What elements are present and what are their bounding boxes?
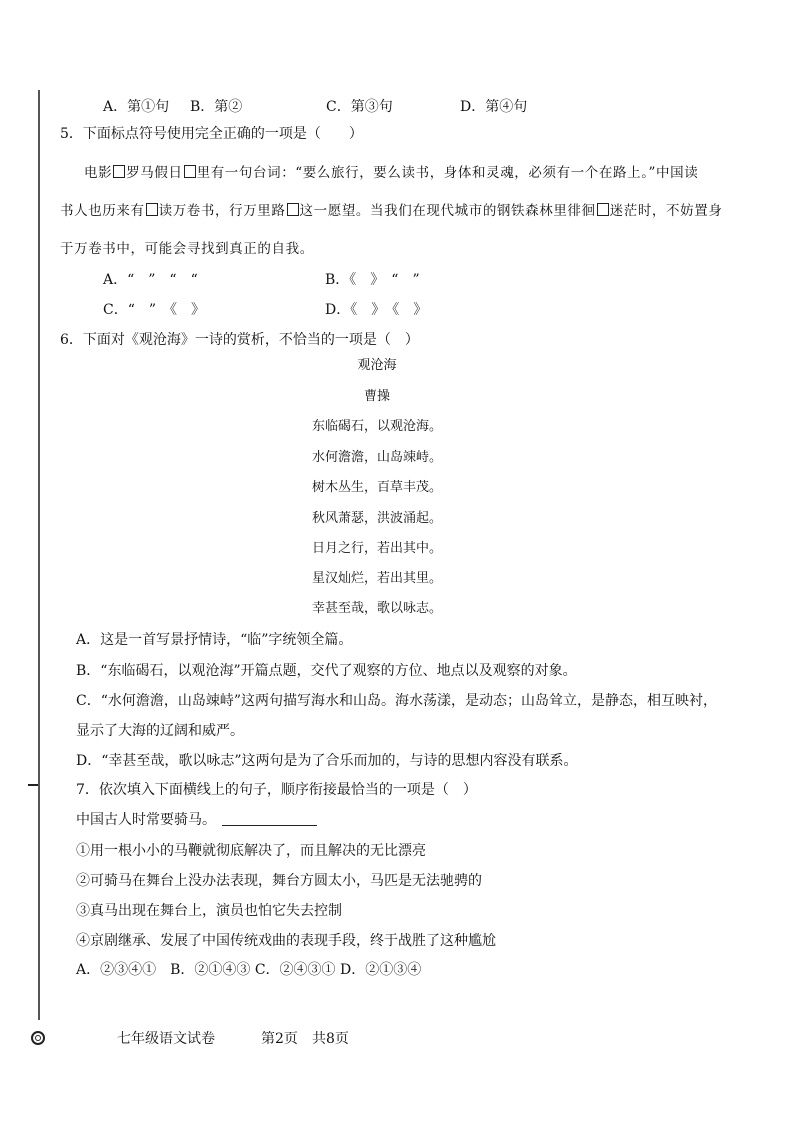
binding-hole-icon [31, 1031, 45, 1045]
q7-item-2: ②可骑马在舞台上没办法表现，舞台方圆太小，马匹是无法驰骋的 [76, 873, 482, 889]
q7-answer-options: A．②③④① B．②①④③ C．②④③① D．②①③④ [76, 962, 422, 978]
q5-passage-line-2: 书人也历来有 读万卷书，行万里路 这一愿望。当我们在现代城市的钢铁森林里徘徊 迷茫时，不妨置身 [60, 203, 723, 219]
q4-option-b: B．第② [190, 99, 243, 115]
q4-option-c: C．第③句 [326, 99, 393, 115]
poem-line-5: 日月之行，若出其中。 [311, 541, 442, 556]
q6-stem: 6．下面对《观沧海》一诗的赏析，不恰当的一项是（ ） [60, 332, 419, 348]
q4-option-d: D．第④句 [460, 99, 528, 115]
q5-option-a: A．“ ” “ “ [103, 272, 198, 288]
punct-box [113, 165, 125, 178]
punct-box [287, 203, 299, 216]
footer-exam-name: 七年级语文试卷 [117, 1031, 215, 1047]
q7-item-1: ①用一根小小的马鞭就彻底解决了，而且解决的无比漂亮 [76, 843, 426, 859]
q7-lead: 中国古人时常要骑马。 [76, 810, 317, 830]
poem-line-1: 东临碣石，以观沧海。 [311, 419, 442, 434]
poem-author: 曹操 [363, 389, 390, 404]
q6-option-c: C．“水何澹澹，山岛竦峙”这两句描写海水和山岛。海水荡漾，是动态；山岛耸立，是静态，相互映衬， [76, 693, 718, 709]
q6-option-c-continued: 显示了大海的辽阔和威严。 [76, 723, 244, 739]
footer-page-number: 第2页 [261, 1031, 298, 1047]
margin-dash-mark [28, 784, 38, 786]
q5-passage-line-1: 电影 罗马假日 里有一句台词：“要么旅行，要么读书，身体和灵魂，必须有一个在路上。”中国读 [84, 165, 699, 181]
answer-blank [222, 811, 317, 826]
q5-passage-line-3: 于万卷书中，可能会寻找到真正的自我。 [60, 241, 314, 257]
poem-title: 观沧海 [357, 358, 397, 373]
poem-line-2: 水何澹澹，山岛竦峙。 [311, 450, 442, 465]
q4-option-a: A．第①句 [103, 99, 170, 115]
punct-box [597, 203, 609, 216]
q6-option-a: A．这是一首写景抒情诗，“临”字统领全篇。 [76, 632, 353, 648]
q7-stem: 7．依次填入下面横线上的句子，顺序衔接最恰当的一项是（ ） [76, 782, 477, 798]
q7-item-3: ③真马出现在舞台上，演员也怕它失去控制 [76, 903, 342, 919]
q5-option-b: B．《 》 “ ” [325, 272, 420, 288]
punct-box [184, 165, 196, 178]
q5-option-d: D．《 》 《 》 [325, 302, 428, 318]
poem-line-6: 星汉灿烂，若出其里。 [311, 571, 442, 586]
punct-box [146, 203, 158, 216]
q6-option-d: D．“幸甚至哉，歌以咏志”这两句是为了合乐而加的，与诗的思想内容没有联系。 [76, 753, 578, 769]
q7-item-4: ④京剧继承、发展了中国传统戏曲的表现手段，终于战胜了这种尴尬 [76, 933, 496, 949]
poem-line-4: 秋风萧瑟，洪波涌起。 [311, 511, 442, 526]
q5-option-c: C．“ ” 《 》 [103, 302, 206, 318]
poem-line-7: 幸甚至哉，歌以咏志。 [311, 601, 442, 616]
q5-stem: 5．下面标点符号使用完全正确的一项是（ ） [60, 126, 363, 142]
q6-option-b: B．“东临碣石，以观沧海”开篇点题，交代了观察的方位、地点以及观察的对象。 [76, 663, 577, 679]
poem-line-3: 树木丛生，百草丰茂。 [311, 480, 442, 495]
footer-total-pages: 共8页 [312, 1031, 349, 1047]
